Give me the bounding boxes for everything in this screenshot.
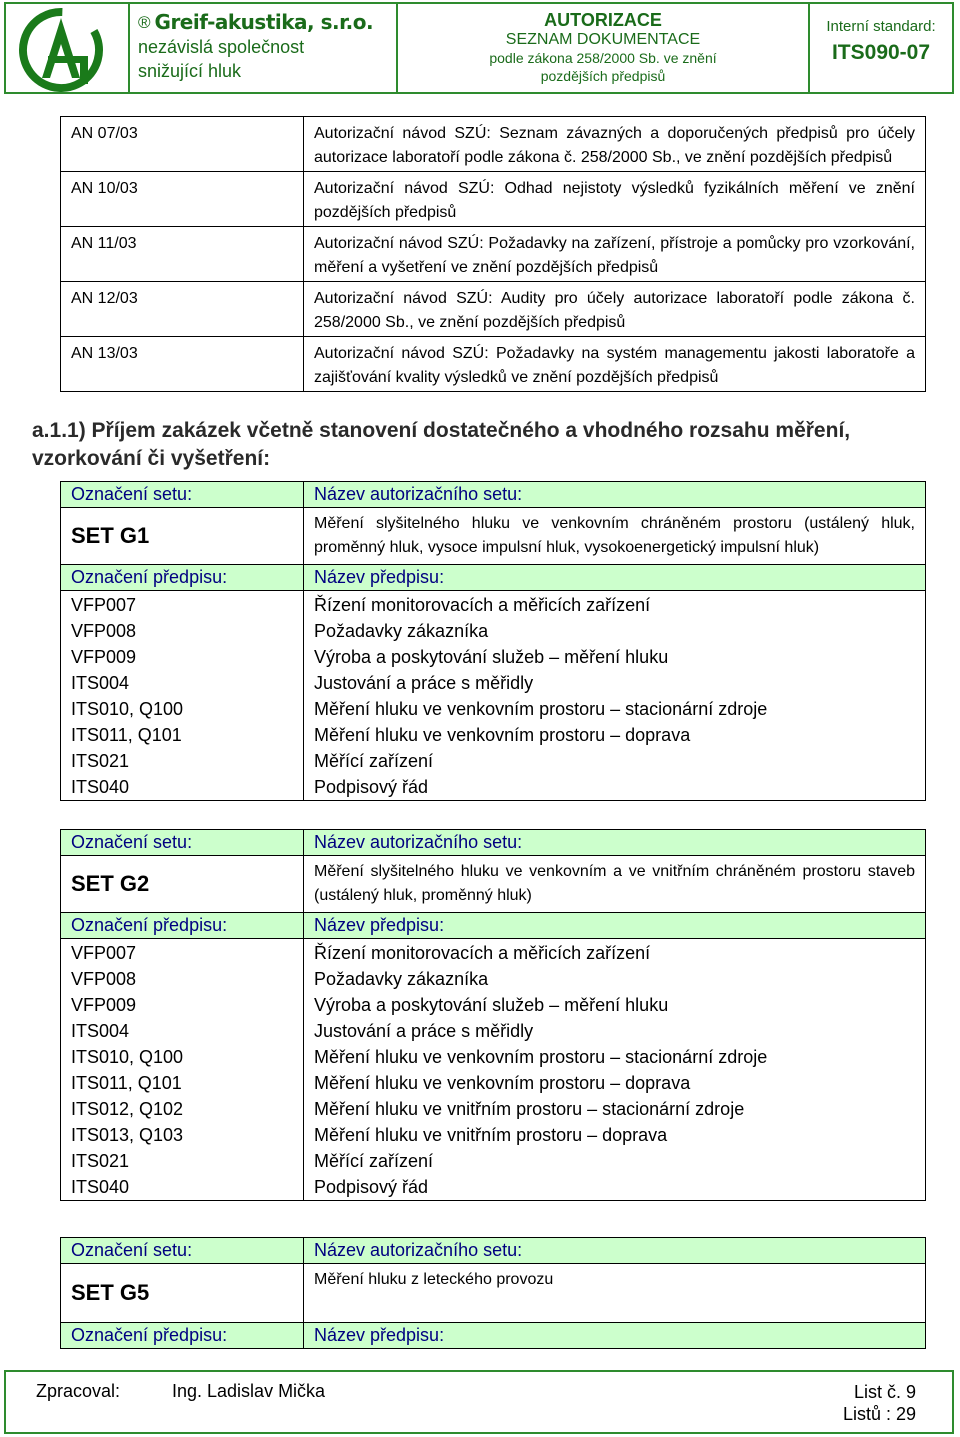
- an-code: AN 13/03: [61, 337, 304, 392]
- prepared-name: Ing. Ladislav Mička: [172, 1381, 326, 1401]
- regulation-row: [61, 939, 926, 967]
- regulation-code: ITS012, Q102: [61, 1096, 304, 1122]
- regulation-code: ITS010, Q100: [61, 696, 304, 722]
- set-row: [61, 856, 926, 913]
- regulation-code: ITS010, Q100: [61, 1044, 304, 1070]
- regulation-row: [61, 696, 926, 722]
- regulation-code: VFP008: [61, 966, 304, 992]
- brand-name: Greif-akustika, s.r.o.: [154, 10, 374, 34]
- regulation-code-header: Označení předpisu:: [61, 565, 304, 591]
- logo-cell: [6, 4, 130, 92]
- regulation-name: Podpisový řád: [304, 774, 926, 801]
- regulation-row: [61, 966, 926, 992]
- regulation-name: Justování a práce s měřidly: [304, 1018, 926, 1044]
- regulation-row: [61, 1174, 926, 1201]
- regulation-row: [61, 1044, 926, 1070]
- regulation-name-header: Název předpisu:: [304, 913, 926, 939]
- set-table: [60, 481, 926, 801]
- regulation-name: Měřící zařízení: [304, 748, 926, 774]
- regulation-row: [61, 1122, 926, 1148]
- document-law-line-2: pozdějších předpisů: [540, 68, 666, 84]
- regulation-row: [61, 748, 926, 774]
- regulation-name: Výroba a poskytování služeb – měření hluku: [304, 644, 926, 670]
- regulation-code: VFP007: [61, 939, 304, 967]
- standard-label: Interní standard:: [826, 18, 936, 35]
- regulation-code: ITS021: [61, 1148, 304, 1174]
- sheet-number: List č. 9: [853, 1382, 916, 1402]
- regulation-name: Výroba a poskytování služeb – měření hluku: [304, 992, 926, 1018]
- set-description: Měření slyšitelného hluku ve venkovním a ve vnitřním chráněném prostoru staveb (ustálený hluk, proměnný hluk): [304, 856, 926, 913]
- section-heading: a.1.1) Příjem zakázek včetně stanovení dostatečného a vhodného rozsahu měření, vzorkování či vyšetření:: [32, 419, 851, 470]
- regulation-code: ITS011, Q101: [61, 1070, 304, 1096]
- an-description: Autorizační návod SZÚ: Odhad nejistoty výsledků fyzikálních měření ve znění pozdějších předpisů: [304, 172, 926, 227]
- set-description: Měření slyšitelného hluku ve venkovním chráněném prostoru (ustálený hluk, proměnný hluk, vysoce impulsní hluk, vysokoenergetický impulsní hluk): [304, 508, 926, 565]
- set-name-header: Název autorizačního setu:: [304, 1238, 926, 1264]
- regulation-row: [61, 1096, 926, 1122]
- standard-cell: [810, 4, 952, 92]
- brand: [138, 10, 396, 34]
- regulation-code: ITS004: [61, 1018, 304, 1044]
- regulation-code: ITS040: [61, 1174, 304, 1201]
- set-name-header: Název autorizačního setu:: [304, 482, 926, 508]
- sheet-total: Listů : 29: [842, 1404, 916, 1424]
- prepared-label: Zpracoval:: [36, 1381, 121, 1401]
- an-row: [61, 282, 926, 337]
- an-row: [61, 117, 926, 172]
- set-label: SET G2: [61, 856, 304, 913]
- set-header-row: [61, 482, 926, 508]
- regulation-header-row: [61, 565, 926, 591]
- regulation-name: Měření hluku ve venkovním prostoru – stacionární zdroje: [304, 696, 926, 722]
- set-code-header: Označení setu:: [61, 482, 304, 508]
- regulation-code: ITS021: [61, 748, 304, 774]
- regulation-name: Měření hluku ve vnitřním prostoru – doprava: [304, 1122, 926, 1148]
- an-table: [60, 116, 926, 392]
- regulation-name: Měření hluku ve venkovním prostoru – doprava: [304, 1070, 926, 1096]
- set-label: SET G5: [61, 1264, 304, 1323]
- regulation-name: Podpisový řád: [304, 1174, 926, 1201]
- regulation-name: Požadavky zákazníka: [304, 618, 926, 644]
- set-row: [61, 508, 926, 565]
- regulation-code: VFP009: [61, 644, 304, 670]
- document-title: AUTORIZACE: [544, 10, 662, 30]
- regulation-code: ITS040: [61, 774, 304, 801]
- regulation-name: Justování a práce s měřidly: [304, 670, 926, 696]
- regulation-name: Řízení monitorovacích a měřicích zařízení: [304, 591, 926, 619]
- regulation-name: Měření hluku ve vnitřním prostoru – stacionární zdroje: [304, 1096, 926, 1122]
- set-label: SET G1: [61, 508, 304, 565]
- regulation-code: ITS011, Q101: [61, 722, 304, 748]
- set-code-header: Označení setu:: [61, 830, 304, 856]
- tagline-1: nezávislá společnost: [138, 37, 305, 57]
- regulation-header-row: [61, 1323, 926, 1349]
- company-cell: [130, 4, 398, 92]
- regulation-header-row: [61, 913, 926, 939]
- regulation-code: VFP009: [61, 992, 304, 1018]
- standard-code: ITS090-07: [831, 41, 931, 64]
- regulation-code: VFP008: [61, 618, 304, 644]
- set-table: [60, 1237, 926, 1349]
- set-header-row: [61, 1238, 926, 1264]
- an-row: [61, 337, 926, 392]
- set-description: Měření hluku z leteckého provozu: [304, 1264, 926, 1323]
- regulation-row: [61, 618, 926, 644]
- an-description: Autorizační návod SZÚ: Požadavky na zařízení, přístroje a pomůcky pro vzorkování, měření a vyšetření ve znění pozdějších předpisů: [304, 227, 926, 282]
- set-table: [60, 829, 926, 1201]
- tagline-2: snižující hluk: [138, 61, 242, 81]
- regulation-code-header: Označení předpisu:: [61, 1323, 304, 1349]
- regulation-name: Měření hluku ve venkovním prostoru – doprava: [304, 722, 926, 748]
- regulation-name: Měření hluku ve venkovním prostoru – stacionární zdroje: [304, 1044, 926, 1070]
- regulation-row: [61, 591, 926, 619]
- an-description: Autorizační návod SZÚ: Seznam závazných a doporučených předpisů pro účely autorizace laboratoří podle zákona č. 258/2000 Sb., ve znění pozdějších předpisů: [304, 117, 926, 172]
- regulation-row: [61, 722, 926, 748]
- page-footer: [4, 1370, 954, 1434]
- document-cell: [398, 4, 810, 92]
- regulation-code-header: Označení předpisu:: [61, 913, 304, 939]
- an-code: AN 10/03: [61, 172, 304, 227]
- page-header: [4, 2, 954, 94]
- regulation-code: VFP007: [61, 591, 304, 619]
- company-logo: [6, 4, 126, 92]
- document-law-line-1: podle zákona 258/2000 Sb. ve znění: [489, 50, 717, 66]
- set-code-header: Označení setu:: [61, 1238, 304, 1264]
- an-code: AN 07/03: [61, 117, 304, 172]
- regulation-row: [61, 774, 926, 801]
- regulation-row: [61, 644, 926, 670]
- regulation-code: ITS013, Q103: [61, 1122, 304, 1148]
- regulation-name: Požadavky zákazníka: [304, 966, 926, 992]
- set-row: [61, 1264, 926, 1323]
- regulation-row: [61, 1070, 926, 1096]
- regulation-row: [61, 1148, 926, 1174]
- regulation-code: ITS004: [61, 670, 304, 696]
- an-row: [61, 172, 926, 227]
- an-description: Autorizační návod SZÚ: Požadavky na systém managementu jakosti laboratoře a zajišťování kvality výsledků ve znění pozdějších předpisů: [304, 337, 926, 392]
- regulation-name-header: Název předpisu:: [304, 1323, 926, 1349]
- an-row: [61, 227, 926, 282]
- regulation-row: [61, 670, 926, 696]
- an-code: AN 12/03: [61, 282, 304, 337]
- set-name-header: Název autorizačního setu:: [304, 830, 926, 856]
- sheet-info: [843, 1381, 916, 1425]
- regulation-row: [61, 1018, 926, 1044]
- regulation-row: [61, 992, 926, 1018]
- regulation-name: Řízení monitorovacích a měřicích zařízení: [304, 939, 926, 967]
- set-header-row: [61, 830, 926, 856]
- regulation-name-header: Název předpisu:: [304, 565, 926, 591]
- document-subtitle: SEZNAM DOKUMENTACE: [505, 31, 701, 48]
- an-code: AN 11/03: [61, 227, 304, 282]
- an-description: Autorizační návod SZÚ: Audity pro účely autorizace laboratoří podle zákona č. 258/2000 Sb., ve znění pozdějších předpisů: [304, 282, 926, 337]
- registered-mark: ®: [138, 12, 151, 32]
- regulation-name: Měřící zařízení: [304, 1148, 926, 1174]
